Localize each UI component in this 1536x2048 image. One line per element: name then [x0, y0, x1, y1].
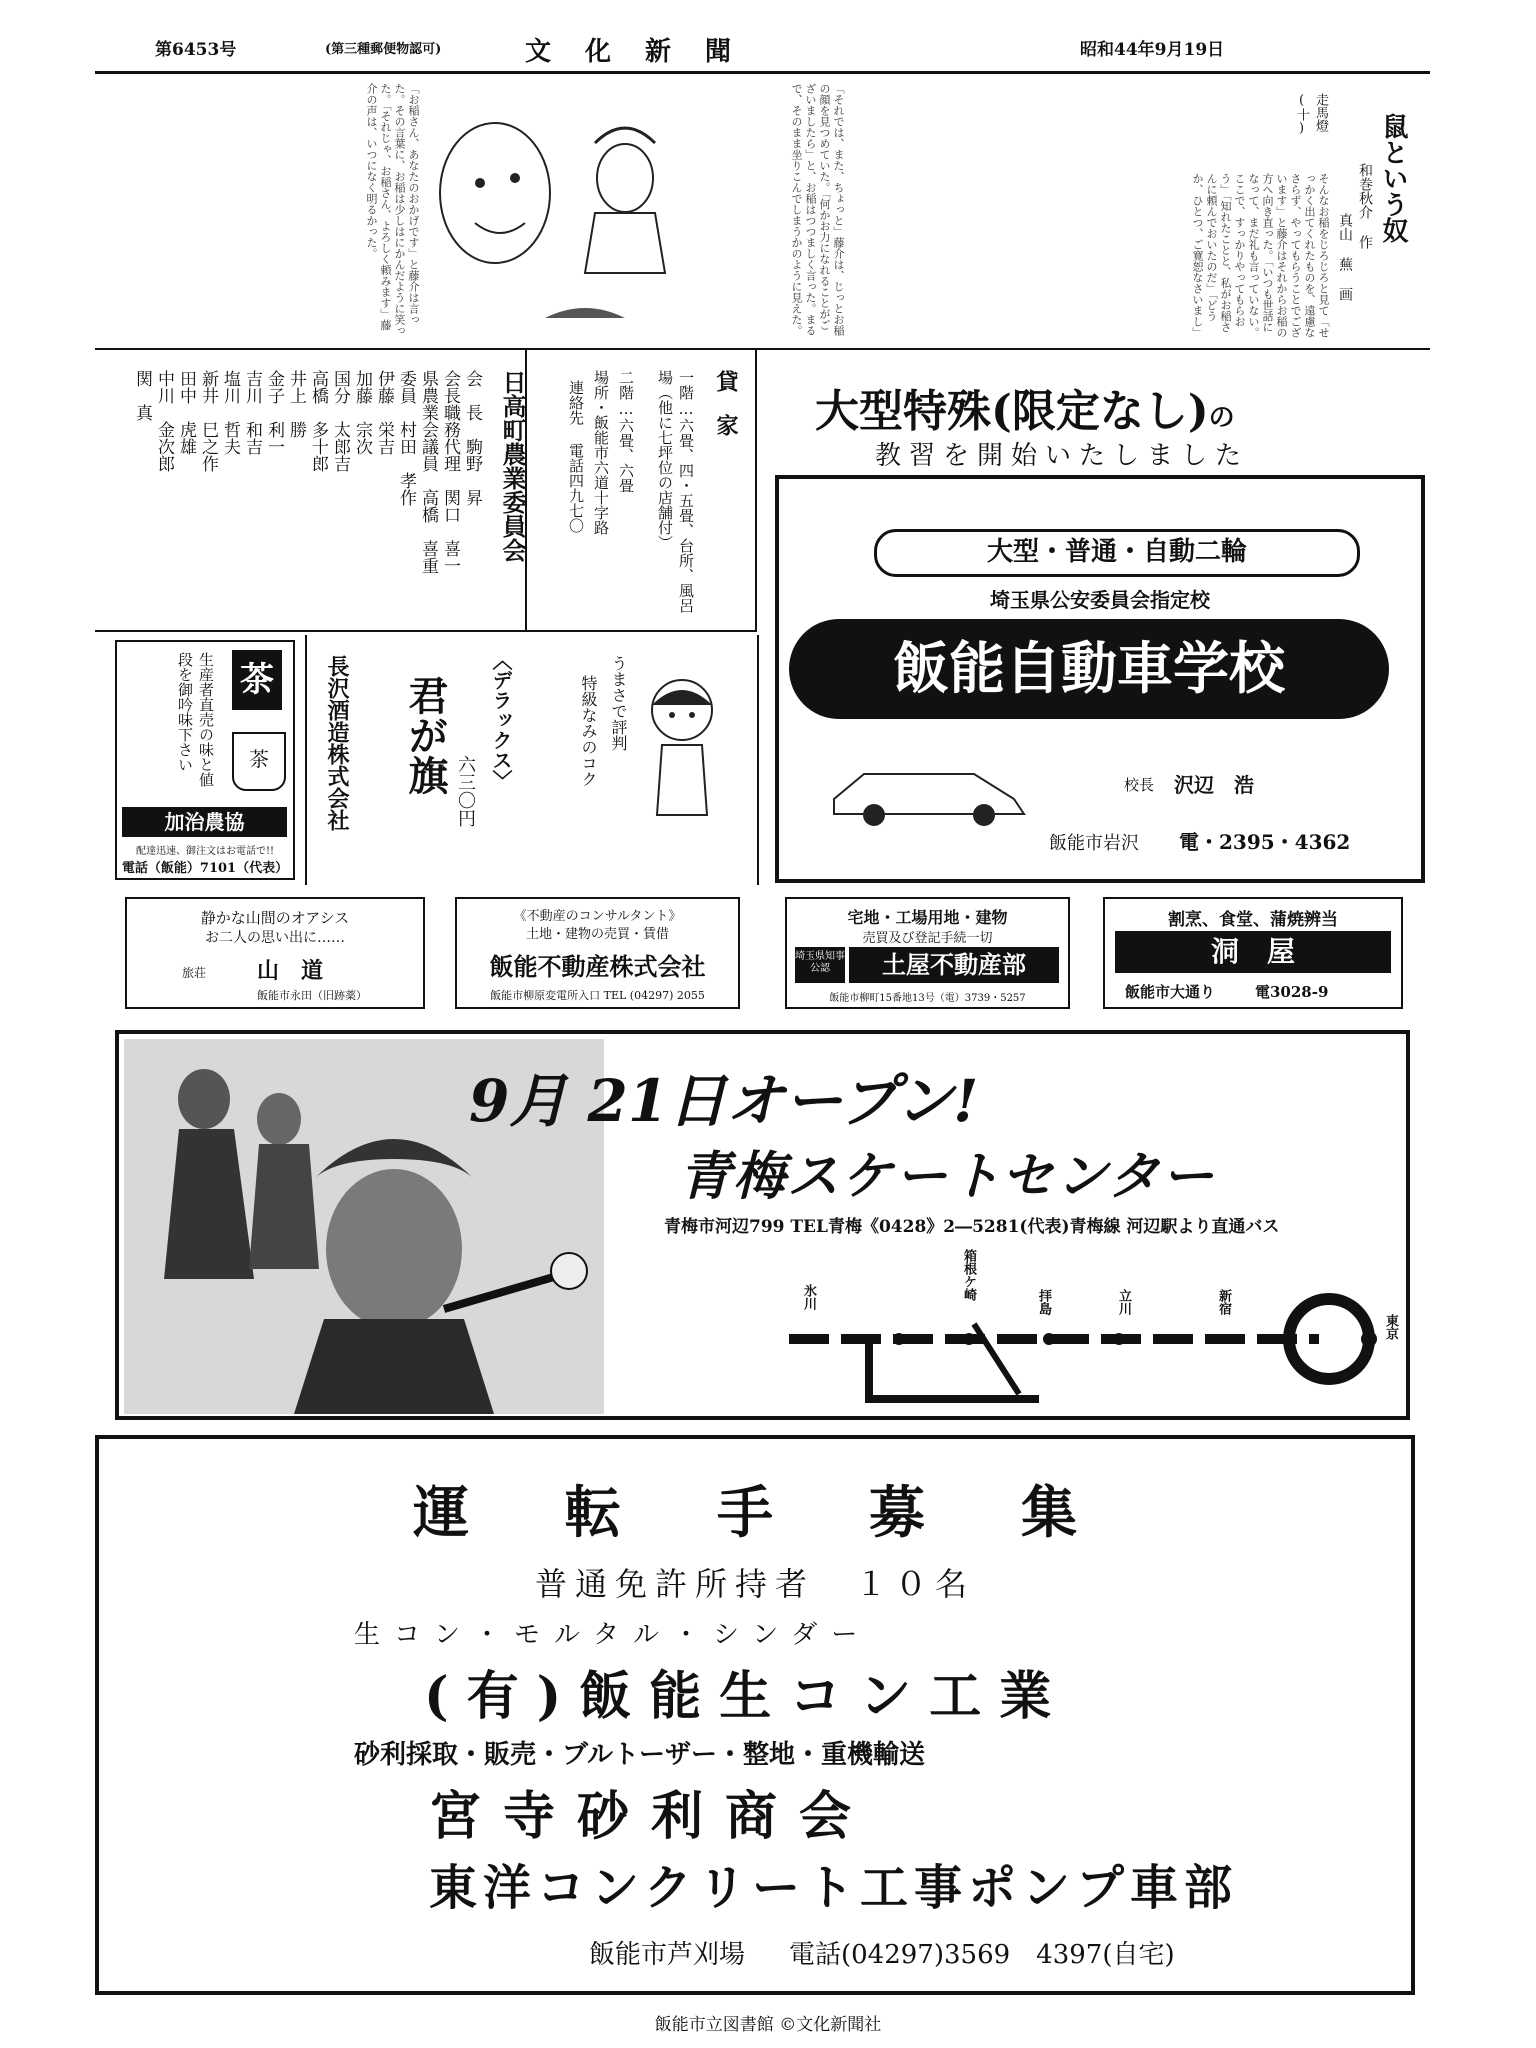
ryokan-address: 飯能市永田（旧跡薬）	[257, 989, 367, 1002]
recruit-products: 生コン・モルタル・シンダー	[354, 1620, 872, 1650]
committee-member: 金子 利一	[264, 370, 284, 455]
realestate2-name: 土屋不動産部	[849, 947, 1059, 983]
committee-member: 国分 太郎吉	[330, 370, 350, 472]
committee-member: 委員 村田 孝作	[396, 370, 416, 506]
tea-coop-name: 加治農協	[122, 807, 287, 837]
committee-member: 加藤 宗次	[352, 370, 372, 455]
rental-line3: 場所・飯能市六道十字路	[592, 370, 610, 535]
restaurant-line1: 割烹、食堂、蒲焼辨当	[1168, 910, 1338, 930]
committee-member: 伊藤 栄吉	[374, 370, 394, 455]
girl-mascot-illustration	[637, 675, 737, 825]
serial-illustration	[425, 83, 695, 338]
committee-member: 新井 巳之作	[198, 370, 218, 472]
station-tachikawa: 立川	[1116, 1289, 1131, 1315]
paper-name: 文 化 新 聞	[525, 37, 736, 67]
station-shinjuku: 新宿	[1216, 1289, 1231, 1315]
principal-name: 沢辺 浩	[1174, 773, 1254, 797]
sake-brand: 君が旗	[402, 675, 449, 795]
restaurant-name: 洞 屋	[1115, 931, 1391, 973]
notices-area	[95, 350, 757, 632]
skate-center-name: 青梅スケートセンター	[679, 1146, 1216, 1207]
recruit-phone: 電話(04297)3569 4397(自宅)	[789, 1940, 1175, 1970]
rental-line1: 一階…六畳、四・五畳、台所、風呂場（他に七坪位の店舗付）	[656, 370, 695, 613]
car-illustration	[829, 749, 1029, 829]
serial-text-middle: 「それでは、また、ちょっと」藤介は、じっとお稲の顔を見つめていた。「何かお力になれることがございましたら」と、お稲はつつましく言った。まるで、そのまま坐りこんでしまうかのように見えた。	[790, 83, 845, 336]
driving-address: 飯能市岩沢	[1049, 833, 1139, 854]
ryokan-line2: お二人の思い出に……	[205, 930, 345, 946]
driving-designation: 埼玉県公安委員会指定校	[990, 588, 1210, 612]
committee-member: 井上 勝	[286, 370, 306, 438]
realestate-ad-2	[785, 897, 1070, 1009]
committee-member: 中川 金次郎	[154, 370, 174, 472]
tea-logo: 茶	[232, 650, 282, 710]
realestate2-line1: 宅地・工場用地・建物	[847, 908, 1008, 927]
sake-grade: 〈デラックス〉	[489, 650, 513, 790]
committee-member: 田中 虎雄	[176, 370, 196, 455]
tea-note: 配達迅速、御注文はお電話で!!	[135, 846, 275, 857]
driving-headline-tail: の	[1208, 403, 1235, 433]
serial-title: 鼠という奴	[1378, 113, 1408, 243]
tea-phone: 電話（飯能）7101（代表）	[121, 861, 289, 876]
restaurant-address: 飯能市大通り	[1125, 983, 1216, 1001]
sake-company: 長沢酒造株式会社	[324, 655, 350, 831]
realestate1-address: 飯能市柳原変電所入口 TEL (04297) 2055	[490, 989, 705, 1002]
ryokan-name: 山 道	[257, 958, 324, 984]
rental-title: 貸 家	[713, 370, 739, 436]
committee-member: 会 長 駒野 昇	[462, 370, 482, 506]
committee-title: 日高町農業委員会	[498, 370, 527, 562]
restaurant-phone: 電3028-9	[1255, 983, 1329, 1001]
committee-member: 会長職務代理 関口 喜一	[440, 370, 460, 574]
restaurant-ad	[1103, 897, 1403, 1009]
footer-credit: 飯能市立図書館 ©文化新聞社	[654, 2015, 882, 2035]
principal-label: 校長	[1124, 776, 1155, 794]
recruit-company3: 東洋コンクリート工事ポンプ車部	[429, 1860, 1239, 1916]
realestate1-name: 飯能不動産株式会社	[489, 952, 706, 981]
station-haijima: 拝島	[1036, 1289, 1051, 1315]
station-hakonegasaki: 箱根ケ崎	[961, 1249, 976, 1301]
sake-slogan-1: うまさで評判	[609, 655, 628, 751]
issue-number: 第6453号	[155, 40, 237, 60]
serial-author: 和巻秋介 作	[1357, 163, 1373, 249]
station-tokyo: 東京	[1383, 1314, 1398, 1340]
skate-center-ad	[115, 1030, 1410, 1420]
tea-copy: 生産者直売の味と値段を御吟味下さい	[176, 652, 215, 787]
ryokan-line1: 静かな山間のオアシス	[200, 909, 350, 927]
realestate1-line1: 《不動産のコンサルタント》	[513, 909, 682, 924]
driving-school-name: 飯能自動車学校	[789, 619, 1389, 719]
tea-cup-icon: 茶	[232, 732, 286, 791]
driving-school-headline	[775, 350, 1430, 480]
sake-price: 六三〇円	[455, 755, 476, 827]
serial-text-right: そんなお稲をじろじろと見て「せっかく出てくれたものを、遠慮なさらず、やってもらうことでございます」と藤介はそれからお稲の方へ向き直った。「いつも世話になって、まだ礼も言っていない。ここで、すっかりやってもらおう」「知れたことと、私がお稲さんに頼んでおいたのだ」「どうか、ひとつ、ご寛恕なさいまし」	[1191, 173, 1330, 338]
realestate2-badge: 埼玉県知事公認	[795, 947, 845, 983]
serial-section	[95, 73, 1430, 350]
newspaper-page	[95, 25, 1430, 2015]
postal-note: (第三種郵便物認可)	[325, 42, 442, 57]
rental-line2: 二階…六畳、六畳	[617, 370, 635, 493]
driving-headline-row	[815, 375, 1235, 439]
tea-ad	[115, 640, 295, 880]
ryokan-ad	[125, 897, 425, 1009]
recruit-company1: (有)飯能生コン工業	[424, 1666, 1070, 1727]
realestate2-line2: 売買及び登記手続一切	[862, 931, 993, 946]
realestate1-line2: 土地・建物の売買・賃借	[525, 927, 669, 942]
committee-member: 県農業会議員 高橋 喜重	[418, 370, 438, 574]
committee-members	[125, 370, 485, 620]
sake-ad	[305, 635, 759, 885]
recruit-company2: 宮寺砂利商会	[429, 1786, 874, 1847]
committee-member: 高橋 多十郎	[308, 370, 328, 472]
serial-artist: 真山 蕪 画	[1337, 213, 1353, 301]
driving-subline: 教習を開始いたしました	[875, 441, 1250, 471]
driving-phone: 電・2395・4362	[1179, 830, 1351, 854]
rental-notice	[525, 350, 757, 630]
issue-date: 昭和44年9月19日	[1080, 40, 1225, 60]
committee-member: 関 真	[132, 370, 152, 421]
serial-text-left: 「お稲さん、あなたのおかげです」と藤介は言った。その言葉に、お稲は少しはにかんだように笑った。「それじゃ、お稲さん、よろしく頼みます」藤介の声は、いつになく明るかった。	[365, 83, 420, 336]
masthead	[95, 25, 1430, 74]
realestate2-address: 飯能市柳町15番地13号（電）3739・5257	[829, 993, 1026, 1004]
sake-slogan-2: 特級なみのコク	[579, 675, 598, 787]
skate-info: 青梅市河辺799 TEL青梅《0428》2―5281(代表)青梅線 河辺駅より直通バス	[664, 1217, 1280, 1237]
route-map	[779, 1254, 1399, 1414]
ryokan-label: 旅荘	[182, 966, 207, 980]
driving-headline: 大型特殊(限定なし)	[815, 386, 1209, 437]
recruit-title: 運 転 手 募 集	[413, 1480, 1097, 1546]
realestate-ad-1	[455, 897, 740, 1009]
rental-line4: 連絡先 電話四九七〇	[567, 380, 585, 533]
recruit-services: 砂利採取・販売・ブルトーザー・整地・重機輸送	[354, 1740, 925, 1770]
recruit-requirement: 普通免許所持者 １０名	[534, 1565, 975, 1603]
recruit-ad	[95, 1435, 1415, 1995]
committee-member: 吉川 和吉	[242, 370, 262, 455]
recruit-address: 飯能市芦刈場	[589, 1940, 746, 1970]
driving-classes: 大型・普通・自動二輪	[874, 529, 1360, 577]
station-hikawa: 氷川	[801, 1284, 816, 1310]
driving-school-ad	[775, 475, 1425, 883]
skate-open-date: 9月 21日オープン!	[469, 1067, 979, 1135]
serial-chapter: 走馬燈(十)	[1294, 93, 1328, 136]
committee-member: 塩川 哲夫	[220, 370, 240, 455]
